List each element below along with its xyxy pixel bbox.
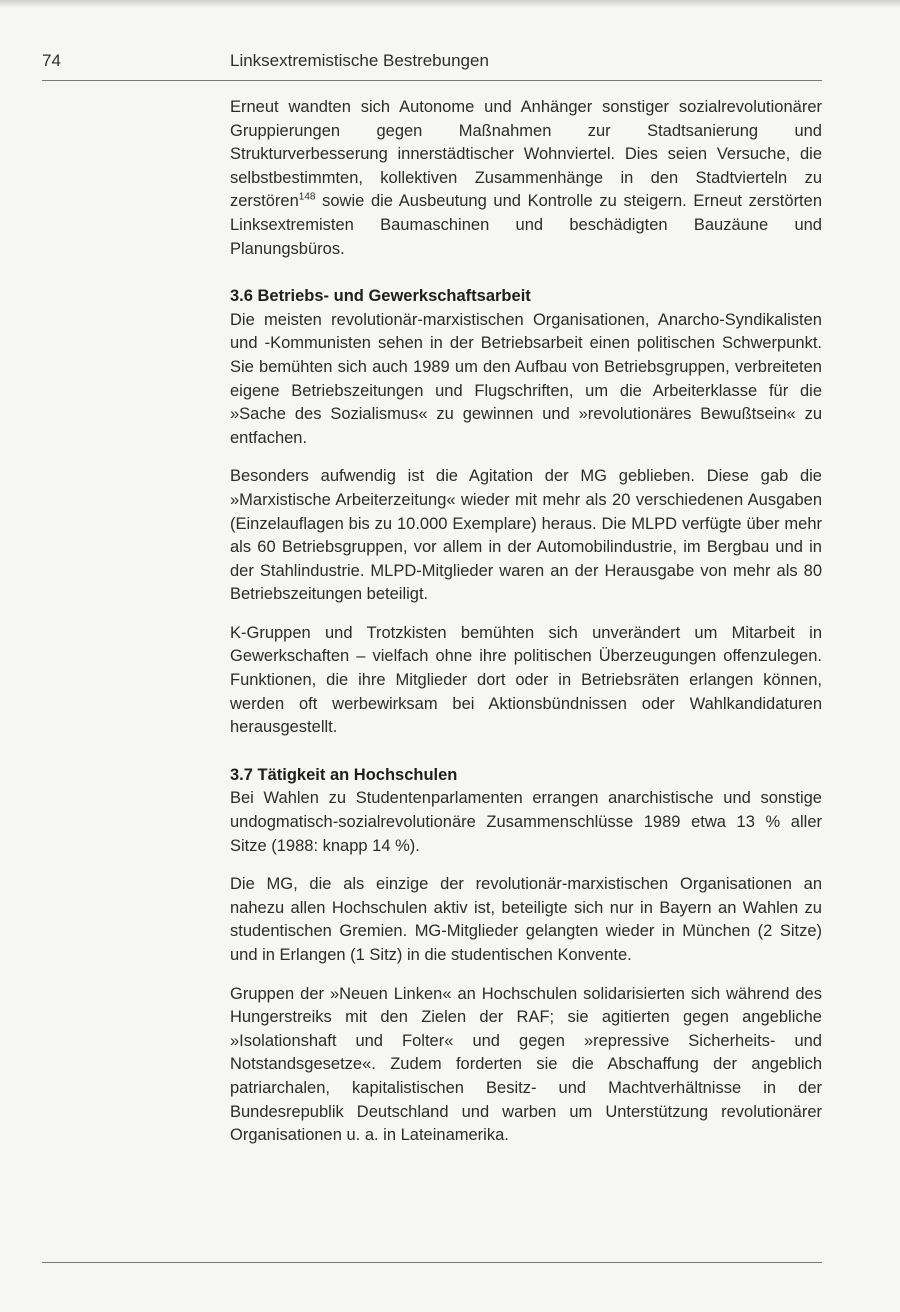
running-title: Linksextremistische Bestrebungen <box>230 51 489 70</box>
section-heading-3-7: 3.7 Tätigkeit an Hochschulen <box>230 765 458 784</box>
section-heading-3-6: 3.6 Betriebs- und Gewerkschaftsarbeit <box>230 287 531 306</box>
header-rule <box>42 80 822 81</box>
scan-edge-shadow <box>0 0 900 8</box>
paragraph-stadtsanierung <box>230 96 822 261</box>
paragraph-studentenparlamente: Bei Wahlen zu Studentenparlamenten errangen anarchistische und sonstige undogmatisch-sozialrevolutionäre Zusammenschlüsse 1989 etwa 13 % aller Sitze (1988: knapp 14 %). <box>230 789 822 855</box>
paragraph-text: Erneut wandten sich Autonome und Anhänger sonstiger sozialrevolutionärer Gruppierungen gegen Maßnahmen zur Stadtsanierung und Strukturverbesserung innerstädtischer Wohnviertel. Dies seien Versuche, die selbstbestimmten, kollektiven Zusammenhänge in den Stadtvierteln zu zerstören <box>230 98 822 211</box>
paragraph-text: sowie die Ausbeutung und Kontrolle zu steigern. Erneut zerstörten Linksextremisten Baumaschinen und beschädigten Bauzäune und Planungsbüros. <box>230 192 822 258</box>
footer-rule <box>42 1262 822 1263</box>
main-text <box>230 96 822 1163</box>
paragraph-gewerkschaften: K-Gruppen und Trotzkisten bemühten sich unverändert um Mitarbeit in Gewerkschaften – vielfach ohne ihre politischen Überzeugungen offenzulegen. Funktionen, die ihre Mitglieder dort oder in Betriebsräten erlangen können, werden oft werbewirksam bei Aktionsbündnissen oder Wahlkandidaturen herausgestellt. <box>230 623 822 737</box>
paragraph-betriebsarbeit: Die meisten revolutionär-marxistischen Organisationen, Anarcho-Syndikalisten und -Kommunisten sehen in der Betriebsarbeit einen politischen Schwerpunkt. Sie bemühten sich auch 1989 um den Aufbau von Betriebsgruppen, verbreiteten eigene Betriebszeitungen und Flugschriften, um die Arbeiterklasse für die »Sache des Sozialismus« zu gewinnen und »revolutionäres Bewußtsein« zu entfachen. <box>230 310 822 447</box>
page-header <box>42 50 822 80</box>
paragraph-agitation-mg: Besonders aufwendig ist die Agitation der MG geblieben. Diese gab die »Marxistische Arbeiterzeitung« wieder mit mehr als 20 verschiedenen Ausgaben (Einzelauflagen bis zu 10.000 Exemplare) heraus. Die MLPD verfügte über mehr als 60 Betriebsgruppen, vor allem in der Automobilindustrie, im Bergbau und in der Stahlindustrie. MLPD-Mitglieder waren an der Herausgabe von mehr als 80 Betriebszeitungen beteiligt. <box>230 467 822 604</box>
paragraph-neue-linke: Gruppen der »Neuen Linken« an Hochschulen solidarisierten sich während des Hungerstreiks mit den Zielen der RAF; sie agitierten gegen angebliche »Isolationshaft und Folter« und gegen »repressive Sicherheits- und Notstandsgesetze«. Zudem forderten sie die Abschaffung der angeblich patriarchalen, kapitalistischen Besitz- und Machtverhältnisse in der Bundesrepublik Deutschland und warben um Unterstützung revolutionärer Organisationen u. a. in Lateinamerika. <box>230 984 822 1145</box>
paragraph-mg-hochschulen: Die MG, die als einzige der revolutionär-marxistischen Organisationen an nahezu allen Hochschulen aktiv ist, beteiligte sich nur in Bayern an Wahlen zu studentischen Gremien. MG-Mitglieder gelangten wieder in München (2 Sitze) und in Erlangen (1 Sitz) in die studentischen Konvente. <box>230 875 822 964</box>
page-number: 74 <box>42 51 61 70</box>
footnote-reference: 148 <box>298 191 316 203</box>
